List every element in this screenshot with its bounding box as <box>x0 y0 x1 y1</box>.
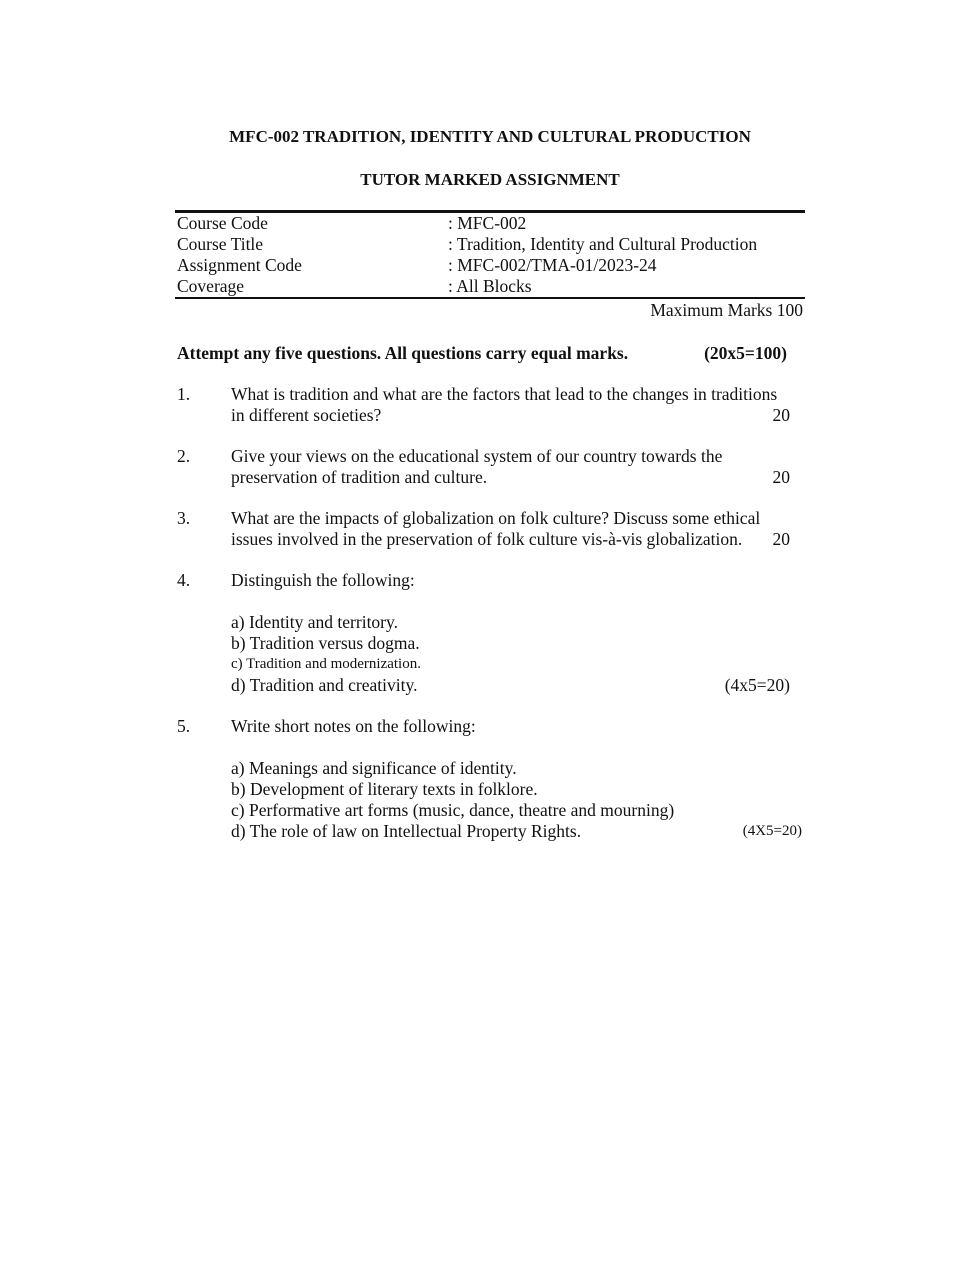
question-text-line: Give your views on the educational system of our country towards the <box>231 446 723 466</box>
question-text-line: in different societies? <box>231 405 382 425</box>
question-marks: 20 <box>772 529 790 549</box>
question-marks: 20 <box>772 405 790 425</box>
question-number: 2. <box>177 446 191 466</box>
question-number: 1. <box>177 384 191 404</box>
detail-value-assignment-code: : MFC-002/TMA-01/2023-24 <box>448 255 657 275</box>
question-marks: (4x5=20) <box>724 675 790 695</box>
page-subtitle: TUTOR MARKED ASSIGNMENT <box>360 170 620 189</box>
sub-item: c) Tradition and modernization. <box>231 656 421 672</box>
detail-value-course-title: : Tradition, Identity and Cultural Production <box>448 234 758 254</box>
detail-label-assignment-code: Assignment Code <box>177 255 302 275</box>
sub-item: a) Identity and territory. <box>231 612 398 632</box>
sub-item: b) Tradition versus dogma. <box>231 633 420 653</box>
question-text-line: What is tradition and what are the factors that lead to the changes in traditions <box>231 384 778 404</box>
sub-item: b) Development of literary texts in folklore. <box>231 779 538 799</box>
instructions-text: Attempt any five questions. All questions carry equal marks. <box>177 343 629 363</box>
question-marks: 20 <box>772 467 790 487</box>
detail-label-course-code: Course Code <box>177 213 268 233</box>
detail-label-course-title: Course Title <box>177 234 264 254</box>
question-marks: (4X5=20) <box>742 823 802 839</box>
question-number: 5. <box>177 716 191 736</box>
detail-value-coverage: : All Blocks <box>448 276 532 296</box>
detail-label-coverage: Coverage <box>177 276 245 296</box>
sub-item: d) The role of law on Intellectual Property Rights. <box>231 821 582 841</box>
question-text-line: issues involved in the preservation of folk culture vis-à-vis globalization. <box>231 529 743 549</box>
page-title: MFC-002 TRADITION, IDENTITY AND CULTURAL PRODUCTION <box>229 127 751 146</box>
question-text-line: Write short notes on the following: <box>231 716 476 736</box>
sub-item: a) Meanings and significance of identity. <box>231 758 517 778</box>
sub-item: d) Tradition and creativity. <box>231 675 418 695</box>
question-text-line: What are the impacts of globalization on folk culture? Discuss some ethical <box>231 508 761 528</box>
instructions-marks: (20x5=100) <box>704 343 787 363</box>
question-text-line: Distinguish the following: <box>231 570 415 590</box>
detail-value-course-code: : MFC-002 <box>448 213 527 233</box>
table-bottom-rule <box>175 297 805 299</box>
question-number: 3. <box>177 508 191 528</box>
maximum-marks: Maximum Marks 100 <box>650 300 803 320</box>
sub-item: c) Performative art forms (music, dance, theatre and mourning) <box>231 800 675 820</box>
question-number: 4. <box>177 570 191 590</box>
question-text-line: preservation of tradition and culture. <box>231 467 488 487</box>
